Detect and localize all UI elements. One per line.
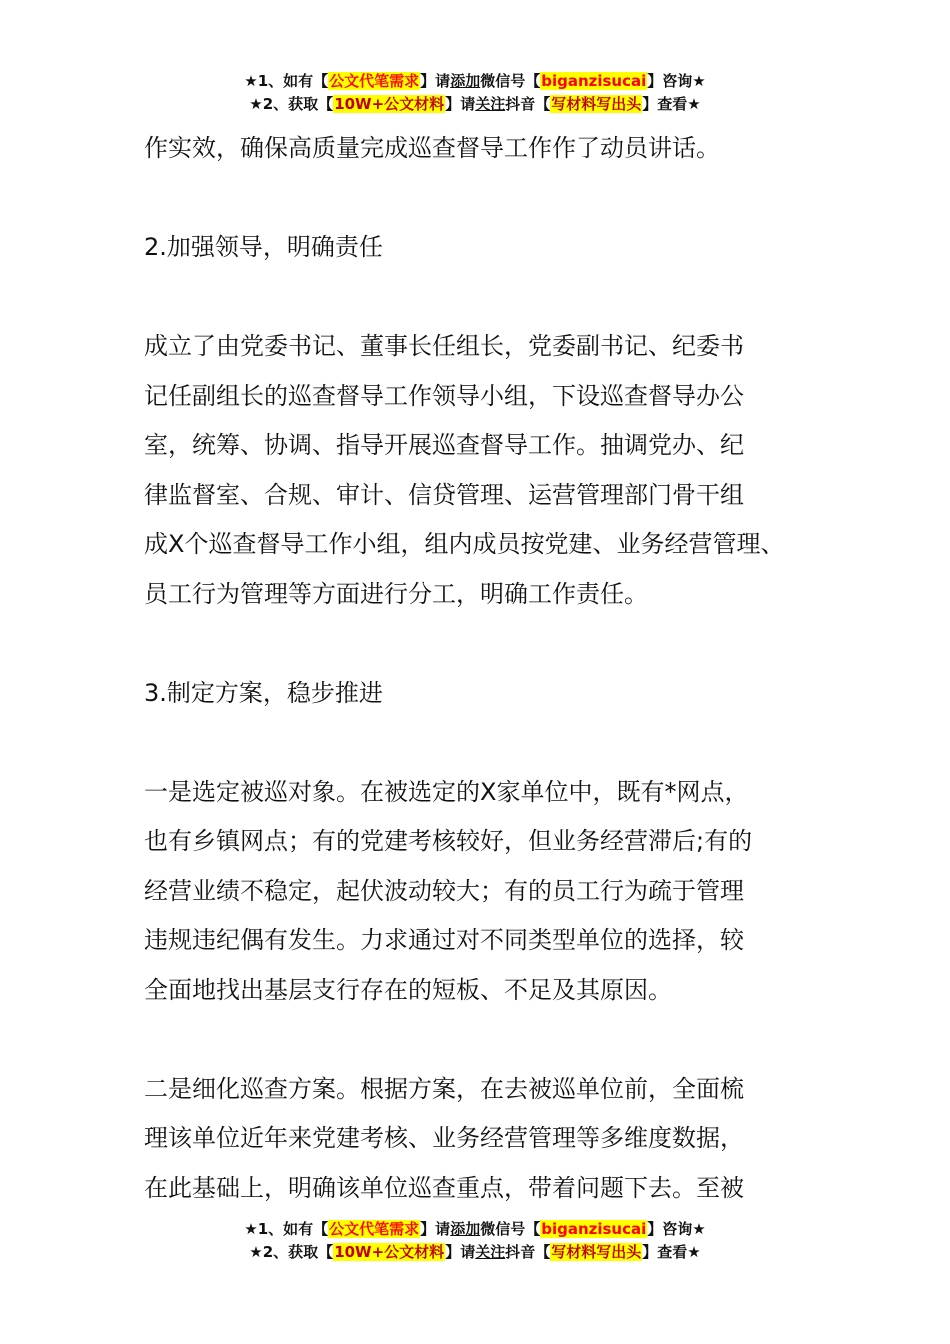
text-line: 成X个巡查督导工作小组，组内成员按党建、业务经营管理、	[144, 530, 785, 558]
highlight-materials: 10W+公文材料	[334, 95, 445, 113]
banner-line-2: ★2、获取【10W+公文材料】请关注抖音【写材料写出头】查看★	[249, 1243, 701, 1261]
highlight-wechat-id: biganzisucai	[541, 72, 647, 90]
footer-banner	[0, 1218, 950, 1264]
text-line: 也有乡镇网点；有的党建考核较好，但业务经营滞后;有的	[144, 827, 753, 855]
text-line: 员工行为管理等方面进行分工，明确工作责任。	[144, 579, 648, 608]
banner-line-1: ★1、如有【公文代笔需求】请添加微信号【biganzisucai】咨询★	[244, 1220, 706, 1238]
text-line: 违规违纪偶有发生。力求通过对不同类型单位的选择，较	[144, 926, 744, 954]
paragraph-gap	[144, 273, 824, 323]
highlight-materials: 10W+公文材料	[334, 1243, 445, 1261]
section-heading: 2.加强领导，明确责任	[144, 233, 383, 261]
banner-line-1: ★1、如有【公文代笔需求】请添加微信号【biganzisucai】咨询★	[244, 72, 706, 90]
text-line: 记任副组长的巡查督导工作领导小组，下设巡查督导办公	[144, 381, 744, 410]
highlight-service: 公文代笔需求	[329, 1220, 420, 1238]
text-line: 室，统筹、协调、指导开展巡查督导工作。抽调党办、纪	[144, 431, 744, 459]
text-line: 理该单位近年来党建考核、业务经营管理等多维度数据，	[144, 1124, 744, 1152]
highlight-douyin-id: 写材料写出头	[551, 95, 642, 113]
paragraph-gap	[144, 1015, 824, 1065]
text-line: 经营业绩不稳定，起伏波动较大；有的员工行为疏于管理	[144, 876, 744, 905]
paragraph-gap	[144, 619, 824, 669]
banner-line-2: ★2、获取【10W+公文材料】请关注抖音【写材料写出头】查看★	[249, 95, 701, 113]
paragraph-gap	[144, 718, 824, 768]
text-line: 一是选定被巡对象。在被选定的X家单位中，既有*网点，	[144, 777, 749, 806]
document-body	[144, 124, 824, 1213]
text-line: 二是细化巡查方案。根据方案，在去被巡单位前，全面梳	[144, 1074, 744, 1103]
paragraph-gap	[144, 174, 824, 224]
section-heading: 3.制定方案，稳步推进	[144, 678, 383, 707]
text-line: 律监督室、合规、审计、信贷管理、运营管理部门骨干组	[144, 480, 744, 509]
header-banner	[0, 70, 950, 116]
highlight-service: 公文代笔需求	[329, 72, 420, 90]
text-line: 在此基础上，明确该单位巡查重点，带着问题下去。至被	[144, 1173, 744, 1202]
highlight-douyin-id: 写材料写出头	[551, 1243, 642, 1261]
text-line: 全面地找出基层支行存在的短板、不足及其原因。	[144, 975, 672, 1004]
text-line: 成立了由党委书记、董事长任组长，党委副书记、纪委书	[144, 332, 744, 360]
highlight-wechat-id: biganzisucai	[541, 1220, 647, 1238]
text-line: 作实效，确保高质量完成巡查督导工作作了动员讲话。	[144, 134, 720, 162]
